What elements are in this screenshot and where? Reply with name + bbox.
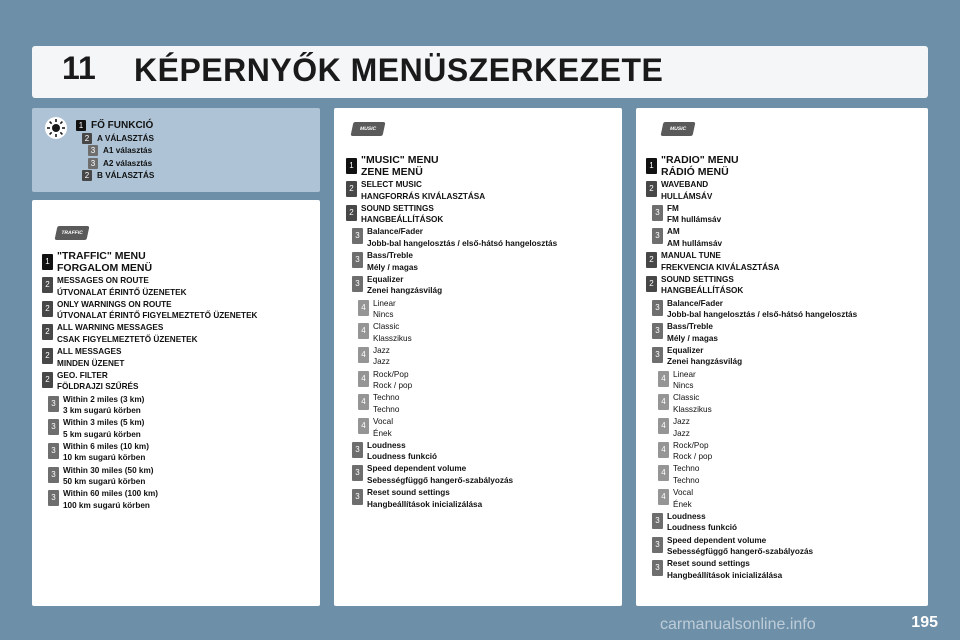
menu-item-text: Equalizer bbox=[667, 345, 704, 355]
level-badge: 4 bbox=[658, 394, 669, 410]
menu-item-text: FORGALOM MENÜ bbox=[57, 262, 153, 274]
level-badge: 2 bbox=[42, 301, 53, 317]
level-badge: 3 bbox=[652, 347, 663, 363]
legend-item-text: A1 választás bbox=[103, 146, 153, 155]
menu-item-text: Sebességfüggő hangerő-szabályozás bbox=[367, 475, 514, 485]
music-menu-panel bbox=[334, 108, 622, 606]
level-badge: 2 bbox=[646, 252, 657, 268]
page-header bbox=[32, 46, 928, 98]
menu-item-text: "RADIO" MENU bbox=[661, 154, 739, 166]
menu-item-text: Nincs bbox=[373, 310, 394, 319]
menu-item-text: 50 km sugarú körben bbox=[63, 477, 146, 487]
watermark: carmanualsonline.info bbox=[660, 616, 816, 633]
menu-item-text: Sebességfüggő hangerő-szabályozás bbox=[667, 547, 814, 556]
level-badge: 1 bbox=[76, 120, 86, 131]
menu-item-text: SELECT MUSIC bbox=[361, 180, 422, 189]
menu-item-text: ONLY WARNINGS ON ROUTE bbox=[57, 299, 172, 309]
menu-item-text: Within 2 miles (3 km) bbox=[63, 394, 145, 404]
menu-item-text: Hangbeállítások inicializálása bbox=[667, 570, 783, 580]
menu-item-text: ÚTVONALAT ÉRINTŐ ÜZENETEK bbox=[57, 287, 187, 297]
menu-item-text: FM bbox=[667, 203, 679, 213]
level-badge: 2 bbox=[646, 276, 657, 292]
menu-item-text: Classic bbox=[373, 322, 400, 332]
menu-item-text: MESSAGES ON ROUTE bbox=[57, 276, 149, 285]
settings-sun-icon bbox=[44, 116, 68, 140]
menu-item-text: 5 km sugarú körben bbox=[63, 429, 141, 439]
traffic-menu-panel bbox=[32, 200, 320, 606]
menu-item-text: CSAK FIGYELMEZTETŐ ÜZENETEK bbox=[57, 334, 198, 344]
menu-item-text: GEO. FILTER bbox=[57, 370, 108, 380]
level-badge: 3 bbox=[352, 228, 363, 244]
menu-item-text: MINDEN ÜZENET bbox=[57, 358, 125, 368]
menu-item-text: FREKVENCIA KIVÁLASZTÁSA bbox=[661, 262, 780, 272]
menu-item-text: Within 60 miles (100 km) bbox=[63, 489, 159, 499]
menu-item-text: HANGBEÁLLÍTÁSOK bbox=[361, 215, 444, 225]
level-badge: 4 bbox=[658, 418, 669, 434]
menu-item-text: Jazz bbox=[373, 357, 390, 367]
menu-item-text: Zenei hangzásvilág bbox=[367, 286, 443, 296]
menu-item-text: Ének bbox=[373, 428, 392, 438]
level-badge: 4 bbox=[658, 489, 669, 505]
level-badge: 3 bbox=[48, 419, 59, 435]
menu-item-text: Mély / magas bbox=[367, 262, 418, 272]
menu-item-text: "MUSIC" MENU bbox=[361, 154, 439, 166]
level-badge: 3 bbox=[652, 537, 663, 553]
menu-item-text: Speed dependent volume bbox=[367, 464, 467, 474]
level-badge: 2 bbox=[42, 277, 53, 293]
menu-item-text: ALL MESSAGES bbox=[57, 347, 122, 357]
legend-item-text: A2 választás bbox=[103, 158, 153, 168]
radio-icon: MUSIC bbox=[661, 122, 696, 136]
level-badge: 3 bbox=[652, 323, 663, 339]
menu-item-text: 3 km sugarú körben bbox=[63, 406, 141, 415]
menu-item-text: Speed dependent volume bbox=[667, 535, 767, 545]
level-badge: 3 bbox=[88, 145, 98, 156]
menu-item-text: Techno bbox=[673, 475, 700, 485]
level-badge: 4 bbox=[358, 323, 369, 339]
menu-item-text: Within 3 miles (5 km) bbox=[63, 418, 145, 428]
menu-item-text: SOUND SETTINGS bbox=[361, 203, 434, 213]
menu-item-text: HANGFORRÁS KIVÁLASZTÁSA bbox=[361, 191, 486, 201]
menu-item-text: Nincs bbox=[673, 381, 694, 391]
legend-item-text: B VÁLASZTÁS bbox=[97, 171, 155, 180]
menu-item-text: 10 km sugarú körben bbox=[63, 453, 146, 463]
menu-item-text: ZENE MENÜ bbox=[361, 166, 423, 178]
menu-item-text: Techno bbox=[673, 464, 700, 474]
level-badge: 4 bbox=[358, 300, 369, 316]
menu-item-text: Jazz bbox=[373, 345, 390, 355]
menu-item-text: Within 30 miles (50 km) bbox=[63, 465, 154, 475]
menu-item-text: AM bbox=[667, 227, 680, 237]
menu-item-text: Loudness bbox=[667, 511, 706, 521]
menu-item-text: Linear bbox=[373, 298, 396, 308]
level-badge: 3 bbox=[352, 465, 363, 481]
level-badge: 4 bbox=[358, 371, 369, 387]
menu-item-text: Loudness bbox=[367, 440, 406, 450]
level-badge: 3 bbox=[652, 560, 663, 576]
menu-item-text: Bass/Treble bbox=[367, 251, 413, 261]
menu-item-text: RÁDIÓ MENÜ bbox=[661, 166, 729, 178]
menu-item-text: Rock/Pop bbox=[373, 369, 409, 379]
level-badge: 1 bbox=[646, 158, 657, 174]
legend-item-text: FŐ FUNKCIÓ bbox=[91, 120, 154, 131]
menu-item-text: Balance/Fader bbox=[667, 298, 723, 308]
menu-item-text: Jobb-bal hangelosztás / első-hátsó hangelosztás bbox=[667, 310, 858, 319]
menu-item-text: SOUND SETTINGS bbox=[661, 274, 734, 284]
menu-item-text: AM hullámsáv bbox=[667, 238, 723, 248]
level-badge: 3 bbox=[48, 467, 59, 483]
menu-item-text: Equalizer bbox=[367, 274, 404, 284]
level-badge: 2 bbox=[42, 372, 53, 388]
level-badge: 3 bbox=[652, 513, 663, 529]
menu-item-text: Techno bbox=[373, 404, 400, 414]
menu-item-text: FM hullámsáv bbox=[667, 215, 722, 225]
level-badge: 2 bbox=[646, 181, 657, 197]
legend-item-text: A VÁLASZTÁS bbox=[97, 133, 155, 143]
menu-item-text: Vocal bbox=[673, 488, 694, 498]
menu-item-text: Reset sound settings bbox=[367, 488, 450, 498]
menu-item-text: Linear bbox=[673, 369, 696, 379]
legend-panel bbox=[32, 108, 320, 192]
level-badge: 2 bbox=[42, 348, 53, 364]
traffic-icon: TRAFFIC bbox=[55, 226, 90, 240]
menu-item-text: Klasszikus bbox=[673, 404, 712, 414]
level-badge: 3 bbox=[48, 443, 59, 459]
menu-item-text: HANGBEÁLLÍTÁSOK bbox=[661, 286, 744, 296]
menu-item-text: Techno bbox=[373, 393, 400, 403]
menu-item-text: Vocal bbox=[373, 417, 394, 426]
menu-item-text: Jobb-bal hangelosztás / első-hátsó hangelosztás bbox=[367, 238, 558, 248]
menu-item-text: Jazz bbox=[673, 428, 690, 438]
level-badge: 3 bbox=[352, 276, 363, 292]
level-badge: 4 bbox=[658, 442, 669, 458]
menu-item-text: Loudness funkció bbox=[367, 452, 438, 462]
level-badge: 3 bbox=[652, 228, 663, 244]
menu-item-text: 100 km sugarú körben bbox=[63, 500, 150, 510]
menu-item-text: Ének bbox=[673, 499, 692, 509]
menu-item-text: FÖLDRAJZI SZŰRÉS bbox=[57, 382, 139, 392]
level-badge: 2 bbox=[82, 170, 92, 181]
menu-item-text: Balance/Fader bbox=[367, 227, 423, 237]
menu-item-text: ÚTVONALAT ÉRINTŐ FIGYELMEZTETŐ ÜZENETEK bbox=[57, 311, 258, 321]
menu-item-text: Loudness funkció bbox=[667, 523, 738, 533]
level-badge: 2 bbox=[42, 324, 53, 340]
level-badge: 1 bbox=[346, 158, 357, 174]
menu-item-text: Rock / pop bbox=[673, 452, 713, 462]
menu-item-text: Classic bbox=[673, 393, 700, 403]
level-badge: 3 bbox=[352, 489, 363, 505]
menu-item-text: Mély / magas bbox=[667, 333, 718, 343]
menu-item-text: Klasszikus bbox=[373, 333, 412, 343]
level-badge: 2 bbox=[82, 133, 92, 144]
level-badge: 3 bbox=[48, 396, 59, 412]
chapter-number: 11 bbox=[62, 50, 96, 86]
menu-item-text: Zenei hangzásvilág bbox=[667, 357, 743, 367]
menu-item-text: WAVEBAND bbox=[661, 180, 709, 189]
level-badge: 3 bbox=[352, 442, 363, 458]
music-icon: MUSIC bbox=[351, 122, 386, 136]
menu-item-text: Jazz bbox=[673, 417, 690, 426]
level-badge: 2 bbox=[346, 205, 357, 221]
level-badge: 3 bbox=[652, 205, 663, 221]
menu-item-text: ALL WARNING MESSAGES bbox=[57, 323, 164, 333]
level-badge: 4 bbox=[358, 418, 369, 434]
menu-item-text: "TRAFFIC" MENU bbox=[57, 250, 146, 262]
level-badge: 4 bbox=[358, 347, 369, 363]
level-badge: 4 bbox=[658, 371, 669, 387]
level-badge: 4 bbox=[658, 465, 669, 481]
menu-item-text: Hangbeállítások inicializálása bbox=[367, 499, 483, 509]
menu-item-text: Reset sound settings bbox=[667, 559, 750, 569]
level-badge: 2 bbox=[346, 181, 357, 197]
page-number: 195 bbox=[911, 614, 938, 631]
level-badge: 1 bbox=[42, 254, 53, 270]
level-badge: 3 bbox=[48, 490, 59, 506]
level-badge: 3 bbox=[652, 300, 663, 316]
page-title: KÉPERNYŐK MENÜSZERKEZETE bbox=[134, 52, 664, 88]
level-badge: 4 bbox=[358, 394, 369, 410]
menu-item-text: MANUAL TUNE bbox=[661, 251, 721, 261]
menu-item-text: Within 6 miles (10 km) bbox=[63, 441, 149, 451]
menu-item-text: Rock / pop bbox=[373, 381, 413, 391]
menu-item-text: HULLÁMSÁV bbox=[661, 191, 713, 201]
menu-item-text: Bass/Treble bbox=[667, 322, 713, 332]
menu-item-text: Rock/Pop bbox=[673, 440, 709, 450]
level-badge: 3 bbox=[88, 158, 98, 169]
level-badge: 3 bbox=[352, 252, 363, 268]
radio-menu-panel bbox=[636, 108, 928, 606]
